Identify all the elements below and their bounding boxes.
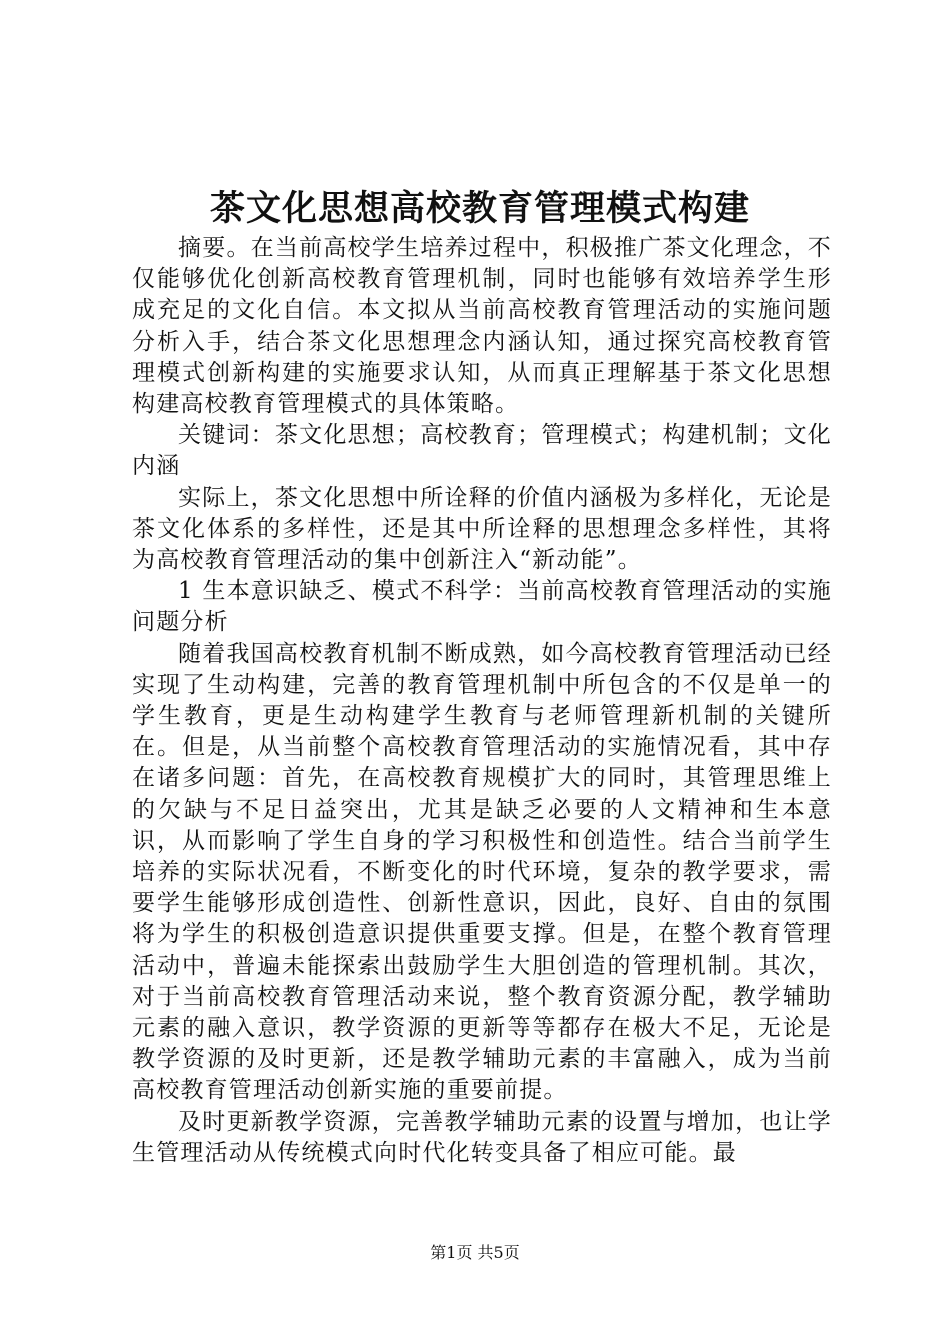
section-heading: 1 生本意识缺乏、模式不科学：当前高校教育管理活动的实施问题分析: [132, 578, 832, 636]
body-paragraph: 随着我国高校教育机制不断成熟，如今高校教育管理活动已经实现了生动构建，完善的教育管理机制中所包含的不仅是单一的学生教育，更是生动构建学生教育与老师管理新机制的关键所在。但是，从当前整个高校教育管理活动的实施情况看，其中存在诸多问题：首先，在高校教育规模扩大的同时，其管理思维上的欠缺与不足日益突出，尤其是缺乏必要的人文精神和生本意识，从而影响了学生自身的学习积极性和创造性。结合当前学生培养的实际状况看，不断变化的时代环境，复杂的教学要求，需要学生能够形成创造性、创新性意识，因此，良好、自由的氛围将为学生的积极创造意识提供重要支撑。但是，在整个教育管理活动中，普遍未能探索出鼓励学生大胆创造的管理机制。其次，对于当前高校教育管理活动来说，整个教育资源分配，教学辅助元素的融入意识，教学资源的更新等等都存在极大不足，无论是教学资源的及时更新，还是教学辅助元素的丰富融入，成为当前高校教育管理活动创新实施的重要前提。: [132, 640, 832, 1104]
abstract-paragraph: 摘要。在当前高校学生培养过程中，积极推广茶文化理念，不仅能够优化创新高校教育管理机制，同时也能够有效培养学生形成充足的文化自信。本文拟从当前高校教育管理活动的实施问题分析入手，结合茶文化思想理念内涵认知，通过探究高校教育管理模式创新构建的实施要求认知，从而真正理解基于茶文化思想构建高校教育管理模式的具体策略。: [132, 235, 832, 418]
document-body: [132, 233, 832, 1169]
keywords-paragraph: 关键词：茶文化思想；高校教育；管理模式；构建机制；文化内涵: [132, 422, 832, 480]
body-paragraph: 及时更新教学资源，完善教学辅助元素的设置与增加，也让学生管理活动从传统模式向时代化转变具备了相应可能。最: [132, 1108, 832, 1166]
intro-paragraph: 实际上，茶文化思想中所诠释的价值内涵极为多样化，无论是茶文化体系的多样性，还是其中所诠释的思想理念多样性，其将为高校教育管理活动的集中创新注入“新动能”。: [132, 484, 832, 574]
document-title: 茶文化思想高校教育管理模式构建: [209, 188, 750, 229]
page-number: 第1页 共5页: [430, 1243, 520, 1262]
